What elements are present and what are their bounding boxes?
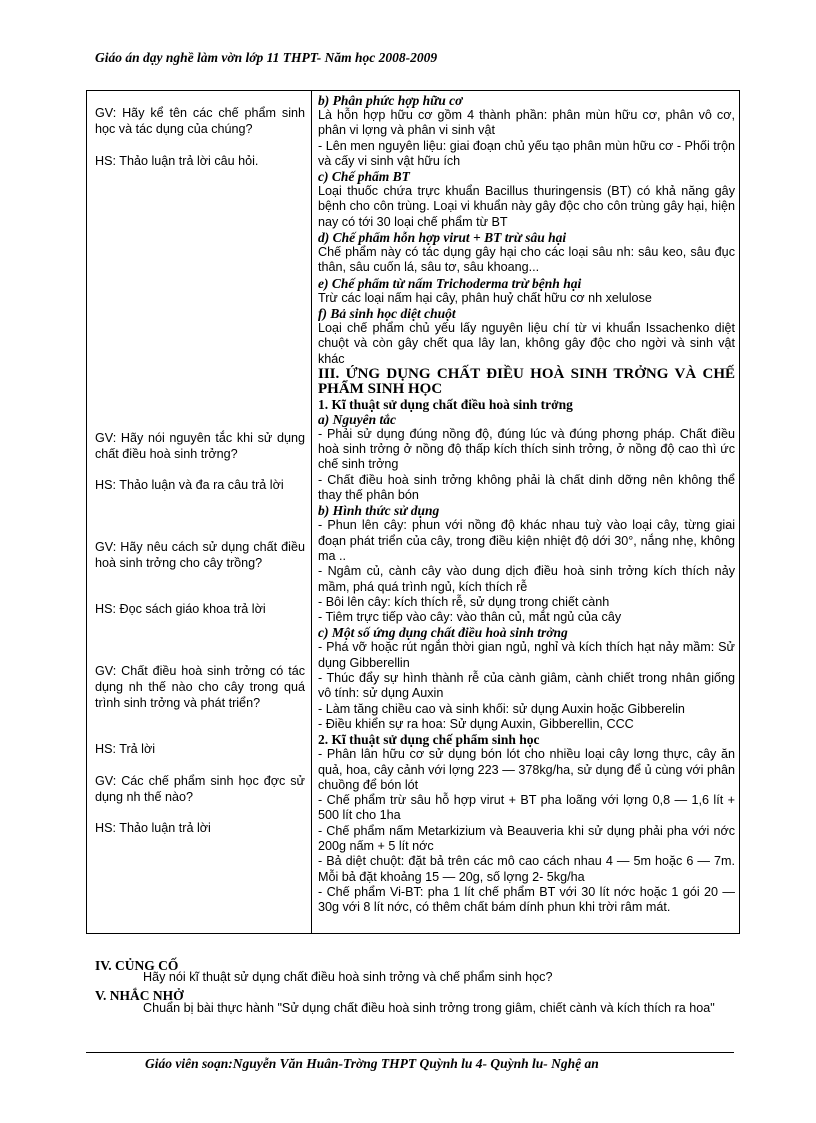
- content-paragraph: - Phá vỡ hoặc rút ngắn thời gian ngủ, nghỉ và kích thích hạt nảy mầm: Sử dụng Gibberellin: [318, 640, 735, 670]
- left-item: HS: Trả lời: [95, 742, 156, 756]
- section-v-title: V. NHẮC NHỞ: [95, 988, 184, 1003]
- content-heading: f) Bả sinh học diệt chuột: [318, 305, 456, 321]
- content-heading: III. ỨNG DỤNG CHẤT ĐIỀU HOÀ SINH TRỞNG VÀ CHẾ PHẨM SINH HỌC: [318, 365, 735, 397]
- section-v: [95, 988, 755, 1017]
- lesson-table: [86, 90, 740, 934]
- content-heading: c) Một số ứng dụng chất điều hoà sinh trởng: [318, 625, 568, 641]
- content-heading: 1. Kĩ thuật sử dụng chất điều hoà sinh trởng: [318, 396, 573, 412]
- section-v-text: Chuẩn bị bài thực hành "Sử dụng chất điều hoà sinh trởng trong giâm, chiết cành và kích thích ra hoa": [143, 1001, 715, 1015]
- content-heading: e) Chế phẩm từ nấm Trichoderma trừ bệnh hại: [318, 275, 582, 291]
- content-paragraph: - Chế phẩm nấm Metarkizium và Beauveria khi sử dụng phải pha với nớc 200g nấm + 5 lít nớc: [318, 823, 735, 853]
- content-paragraph: Là hỗn hợp hữu cơ gồm 4 thành phần: phân mùn hữu cơ, phân vô cơ, phân vi lợng và phân vi sinh vật: [318, 108, 735, 138]
- content-heading: b) Hình thức sử dụng: [318, 503, 440, 519]
- content-paragraph: Chế phẩm này có tác dụng gây hại cho các loại sâu nh: sâu keo, sâu đục thân, sâu cuốn lá, sâu tơ, sâu khoang...: [318, 245, 735, 275]
- content-heading: c) Chế phẩm BT: [318, 169, 410, 185]
- content-paragraph: - Tiêm trực tiếp vào cây: vào thân củ, mắt ngủ của cây: [318, 610, 622, 625]
- section-iv-text: Hãy nói kĩ thuật sử dụng chất điều hoà sinh trởng và chế phẩm sinh học?: [143, 970, 553, 984]
- content-paragraph: Loại thuốc chứa trực khuẩn Bacillus thuringensis (BT) có khả năng gây bệnh cho côn trùng. Loại vi khuẩn này gây độc cho côn trùng gây hại, hiện nay có tới 30 loại chế phẩm từ BT: [318, 184, 735, 229]
- left-item: HS: Thảo luận trả lời: [95, 821, 211, 835]
- content-paragraph: - Lên men nguyên liệu: giai đoạn chủ yếu tạo phân mùn hữu cơ - Phối trộn và cấy vi sinh vật hữu ích: [318, 138, 735, 168]
- content-paragraph: - Bả diệt chuột: đặt bả trên các mô cao cách nhau 4 — 5m hoặc 6 — 7m. Mỗi bả đặt khoảng 15 — 20g, số lợng 2- 5kg/ha: [318, 854, 735, 884]
- content-paragraph: Trừ các loại nấm hại cây, phân huỷ chất hữu cơ nh xelulose: [318, 290, 652, 305]
- page-header: Giáo án dạy nghề làm vờn lớp 11 THPT- Năm học 2008-2009: [95, 50, 438, 65]
- content-column: [312, 91, 740, 934]
- content-paragraph: - Điều khiển sự ra hoa: Sử dụng Auxin, Gibberellin, CCC: [318, 716, 634, 731]
- content-paragraph: - Phải sử dụng đúng nồng độ, đúng lúc và đúng phơng pháp. Chất điều hoà sinh trởng ở nồng độ thấp kích thích sinh trởng, ở nồng độ cao thì ức chế sinh trởng: [318, 426, 735, 472]
- content-paragraph: - Làm tăng chiều cao và sinh khối: sử dụng Auxin hoặc Gibberelin: [318, 701, 685, 716]
- section-iv-title: IV. CỦNG CỐ: [95, 958, 179, 973]
- footer-rule: [86, 1052, 734, 1053]
- left-item: GV: Hãy nói nguyên tắc khi sử dụng chất điều hoà sinh trởng?: [95, 431, 305, 461]
- content-paragraph: - Chế phẩm Vi-BT: pha 1 lít chế phẩm BT với 30 lít nớc hoặc 1 gói 20 — 30g với 8 lít nớc, có thêm chất bám dính phun khi trời râm mát.: [318, 884, 735, 915]
- content-paragraph: - Ngâm củ, cành cây vào dung dịch điều hoà sinh trởng kích thích nảy mầm, phá quá trình ngủ, kích thích rễ: [318, 564, 735, 594]
- content-body: [312, 91, 739, 921]
- page-footer: Giáo viên soạn:Nguyễn Văn Huân-Trờng THPT Quỳnh lu 4- Quỳnh lu- Nghệ an: [145, 1056, 599, 1071]
- content-heading: d) Chế phẩm hỗn hợp virut + BT trừ sâu hại: [318, 230, 567, 246]
- left-item: GV: Các chế phẩm sinh học đợc sử dụng nh thế nào?: [95, 774, 305, 804]
- left-item: HS: Thảo luận trả lời câu hỏi.: [95, 154, 259, 168]
- section-iv: [95, 958, 552, 984]
- content-paragraph: - Thúc đẩy sự hình thành rễ của cành giâm, cành chiết trong nhân giống vô tính: sử dụng Auxin: [318, 671, 735, 701]
- left-item: HS: Thảo luận và đa ra câu trả lời: [95, 478, 284, 492]
- content-paragraph: - Phân lân hữu cơ sử dụng bón lót cho nhiều loại cây lơng thực, cây ăn quả, hoa, cây cảnh với lợng 223 — 378kg/ha, sử dụng để ủ cùng với phân chuồng để bón lót: [318, 747, 735, 792]
- content-heading: 2. Kĩ thuật sử dụng chế phẩm sinh học: [318, 732, 540, 748]
- content-paragraph: - Phun lên cây: phun với nồng độ khác nhau tuỳ vào loại cây, từng giai đoạn phát triển của cây, trong điều kiện nhiệt độ dới 30°, nắng nhẹ, không ma ..: [318, 518, 735, 563]
- content-heading: a) Nguyên tắc: [318, 411, 396, 427]
- content-paragraph: - Bôi lên cây: kích thích rễ, sử dụng trong chiết cành: [318, 594, 610, 609]
- teacher-student-column: [87, 91, 312, 934]
- left-item: GV: Chất điều hoà sinh trởng có tác dụng nh thế nào cho cây trong quá trình sinh trởng và phát triển?: [95, 664, 305, 710]
- content-paragraph: - Chế phẩm trừ sâu hỗ hợp virut + BT pha loãng với lợng 0,8 — 1,6 lít + 500 lít cho 1ha: [318, 793, 735, 823]
- left-item: GV: Hãy nêu cách sử dụng chất điều hoà sinh trởng cho cây trồng?: [95, 540, 305, 570]
- content-paragraph: Loại chế phẩm chủ yếu lấy nguyên liệu chí từ vi khuẩn Issachenko diệt chuột và còn gây chết qua lây lan, không gây độc cho ngời và sinh vật khác: [318, 320, 735, 366]
- left-item: GV: Hãy kể tên các chế phẩm sinh học và tác dụng của chúng?: [95, 106, 305, 136]
- left-item: HS: Đọc sách giáo khoa trả lời: [95, 602, 266, 616]
- content-paragraph: - Chất điều hoà sinh trởng không phải là chất dinh dỡng nên không thể thay thế phân bón: [318, 472, 735, 503]
- content-heading: b) Phân phức hợp hữu cơ: [318, 93, 463, 108]
